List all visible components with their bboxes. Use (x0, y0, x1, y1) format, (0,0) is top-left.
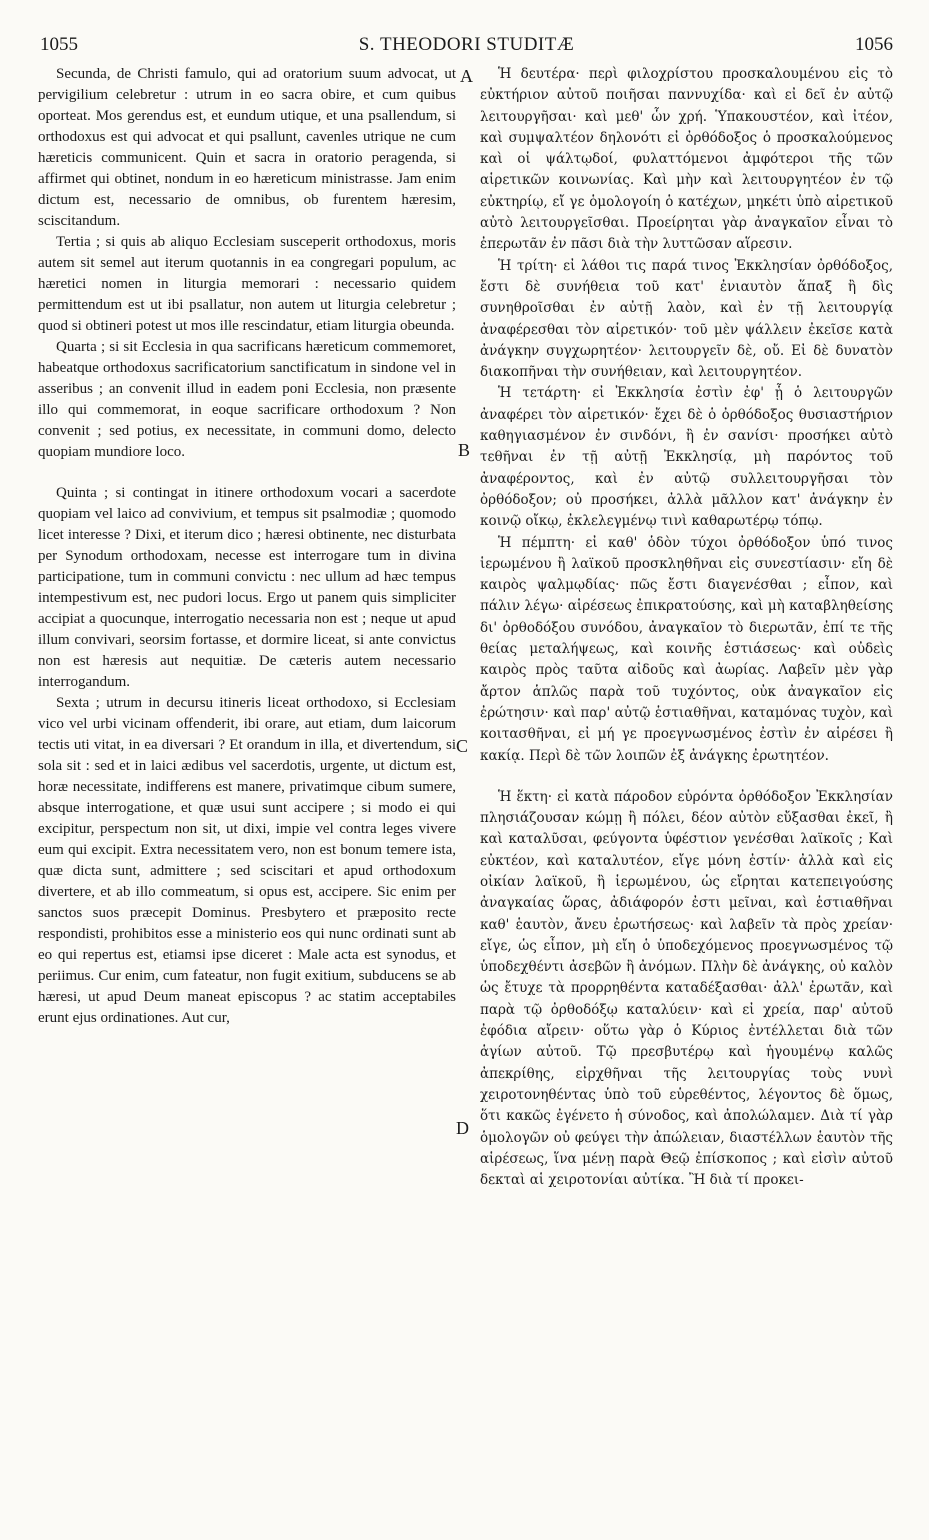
latin-column (38, 64, 456, 1029)
latin-paragraph-sexta: Sexta ; utrum in decursu itineris liceat orthodoxo, si Ecclesiam vico vel urbi vicinam offenderit, ibi orare, aut etiam, dum laicorum tectis uti vitat, in ea diversari ? Et orandum in illa, et divertendum, si sola sit : sed et in laici ædibus vel sacerdotis, urgente, ut dictum est, horæ necessitate, indifferens est manere, privatimque cibum sumere, absque interrogatione, et quæ usui sunt accipere ; si modo ei qui excipitur, perspectum non sit, ut dixi, impie vel contra leges vivere eum qui excipit. Extra necessitatem vero, non est bonum temere ista, quæ dicta sunt, admittere ; sed sciscitari et apud orthodoxum divertere, et ab illo commeatum, si opus est, accipere. Sic enim per sanctos suos præcepit Dominus. Presbytero et præposito recte respondisti, prohibitos esse a ministerio eos qui nunc ordinati sunt ab eo qui repertus est, etiamsi ipse diceret : Male acta est synodus, et periimus. Cur enim, cum fateatur, non fugit exitium, subducens se ab hæresi, ut apud Deum maneat episcopus ? ac statim acceptabiles erunt ejus ordinationes. Aut cur, (38, 695, 456, 1026)
section-marker-a: A (460, 66, 473, 86)
greek-paragraph-pempte: Ἡ πέμπτη· εἰ καθ' ὁδὸν τύχοι ὀρθόδοξον ὑπό τινος ἱερωμένου ἢ λαϊκοῦ προσκληθῆναι εἰς συνεστίασιν· εἴη δὲ καιρὸς ψαλμῳδίας· πῶς ἔστι διαγενέσθαι ; εἶπον, καὶ πάλιν λέγω· αἱρέσεως ἐπικρατούσης, καὶ μὴ καταβληθείσης δι' ὀρθοδόξου συνόδου, ἀναγκαῖον τὸ διερωτᾶν, ἐπί τε τῆς θείας μεταλήψεως, καὶ κοινῆς ἑστιάσεως· καὶ οὐδεὶς καιρὸς πρὸς ταῦτα αἰδοῦς καὶ ἀωρίας. Λαβεῖν μὲν γὰρ ἄρτον ἁπλῶς παρὰ τοῦ τυχόντος, οὐκ ἀναγκαῖον εἰς ἐρώτησιν· καὶ παρ' αὐτῷ ἑστιαθῆναι, καταμόνας τυχὸν, καὶ κοιτασθῆναι, εἰ μή γε προεγνωσμένος ἐστὶν ἐν αἱρέσει ἢ κακίᾳ. Περὶ δὲ τῶν λοιπῶν ἐξ ἀνάγκης ἐρωτητέον. (480, 534, 893, 764)
latin-paragraph-quarta: Quarta ; si sit Ecclesia in qua sacrificans hæreticum commemoret, habeatque orthodoxus sacrificatorium sanctificatum in sindone vel in asseribus ; an convenit illud in eadem poni Ecclesia, non præsente illo qui commemorat, in eoque sacrificare orthodoxum ? Non convenit ; sed potius, ex necessitate, in communi domo, delecto quopiam mundiore loco. (38, 339, 456, 460)
page-header (40, 34, 893, 56)
section-marker-c: C (456, 736, 469, 756)
greek-paragraph-tetarte: Ἡ τετάρτη· εἰ Ἐκκλησία ἐστὶν ἐφ' ᾗ ὁ λειτουργῶν ἀναφέρει τὸν αἱρετικόν· ἔχει δὲ ὁ ὀρθόδοξος θυσιαστήριον καθηγιασμένον ἐν σινδόνι, ἢ ἐν σανίσι· προσήκει αὐτὸ τεθῆναι ἐν τῇ αὐτῇ Ἐκκλησίᾳ, μὴ παρόντος τοῦ ἀναφέροντος, καὶ ἐν αὐτῷ συλλειτουργῆσαι τὸν ὀρθόδοξον; οὐ προσήκει, ἀλλὰ μᾶλλον κατ' ἀνάγκην ἐν κοινῷ οἴκῳ, ἐκλελεγμένῳ τινὶ καθαρωτέρῳ τόπῳ. (480, 385, 893, 530)
running-title: S. THEODORI STUDITÆ (358, 34, 575, 55)
section-marker-b: B (458, 440, 471, 460)
greek-paragraph-hekte: Ἡ ἕκτη· εἰ κατὰ πάροδον εὑρόντα ὀρθόδοξον Ἐκκλησίαν πλησιάζουσαν κώμῃ ἢ πόλει, δέον αὐτὸν εὔξασθαι ἐκεῖ, ἢ καὶ καταλῦσαι, φεύγοντα ὑφέστιον γενέσθαι λαϊκοῖς ; Καὶ εὐκτέον, καὶ καταλυτέον, εἴγε μόνη ἐστίν· ἀλλὰ καὶ εἰς οἰκίαν λαϊκοῦ, ἢ ἱερωμένου, ὡς εἴρηται κατεπειγούσης ἀναγκαίας ὥρας, ἀδιάφορόν ἐστι μεῖναι, καὶ ἑστιαθῆναι καθ' ἑαυτὸν, ἄνευ ἐρωτήσεως· καὶ λαβεῖν τὰ πρὸς χρείαν· εἴγε, ὡς εἶπον, μὴ εἴη ὁ ὑποδεχόμενος προεγνωσμένος τῷ ὑποδεχθέντι ἀσεβῶν ἢ ἀνόμων. Πλὴν δὲ ἀνάγκης, οὐ καλὸν ὡς ἔτυχε τὰ προρρηθέντα καταδέξασθαι· ἀλλ' ἐρωτᾶν, καὶ παρὰ τῷ ὀρθοδόξῳ καταλύειν· καὶ εἰ χρεία, παρ' αὐτοῦ ἐφόδια αἴρειν· οὕτω γὰρ ὁ Κύριος ἐντέλλεται διὰ τῶν ἁγίων αὐτοῦ. Τῷ πρεσβυτέρῳ καὶ ἡγουμένῳ καλῶς ἀπεκρίθης, εἰρχθῆναι τῆς λειτουργίας τοὺς νυνὶ χειροτονηθέντας ὑπὸ τοῦ εὑρεθέντος, λέγοντος δὲ ὅμως, ὅτι κακῶς ἐγένετο ἡ σύνοδος, καὶ ἀπολώλαμεν. Διὰ τί γὰρ ὁμολογῶν οὐ φεύγει τὴν ἀπώλειαν, διαστέλλων ἑαυτὸν τῆς αἱρέσεως, ἵνα μένῃ παρὰ Θεῷ ἐπίσκοπος ; καὶ εἰσὶν αὐτοῦ δεκταὶ αἱ χειροτονίαι αὐτίκα. Ἢ διὰ τί προκει- (480, 788, 893, 1189)
latin-paragraph-secunda: Secunda, de Christi famulo, qui ad oratorium suum advocat, ut pervigilium celebretur : utrum in eo sacra obire, et cum quibus oporteat. Mos gerendus est, et eundum utique, et una psallendum, si orthodoxus est qui advocat et qui psallunt, cavenles utrique ne cum hæreticis communicent. Quin et sacra in oratorio peragenda, si affirmet qui obtinet, nondum in eo hæreticum ministrasse. Jam enim dictum est, necessario de omnibus, ob furentem hæresim, sciscitandum. (38, 66, 456, 229)
page-number-right: 1056 (855, 34, 893, 55)
latin-paragraph-tertia: Tertia ; si quis ab aliquo Ecclesiam susceperit orthodoxus, moris autem sit semel aut iterum quotannis in ea congregari populum, ac hæretici nomen in liturgia memorari : necessario quidem permittendum est ut ibi psallatur, non autem ut liturgia celebretur ; quod si obtineri potest ut mos ille rescindatur, etiam liturgia obeunda. (38, 234, 456, 334)
page-number-left: 1055 (40, 34, 78, 55)
greek-paragraph-trite: Ἡ τρίτη· εἰ λάθοι τις παρά τινος Ἐκκλησίαν ὀρθόδοξος, ἔστι δὲ συνήθεια τοῦ κατ' ἐνιαυτὸν ἅπαξ ἢ δὶς συνηθροῖσθαι ἐν αὐτῇ λαὸν, καὶ ἐν τῇ λειτουργίᾳ ἀναφέρεσθαι τὸν αἱρετικόν· τοῦ μὲν ψάλλειν ἐκεῖσε κατὰ ἀνάγκην συγχωρητέον· λειτουργεῖν δὲ, οὔ. Εἰ δὲ δυνατὸν διακοπῆναι τὴν συνήθειαν, καὶ λειτουργητέον. (480, 257, 893, 381)
latin-paragraph-quinta: Quinta ; si contingat in itinere orthodoxum vocari a sacerdote quopiam vel laico ad convivium, et tempus sit psalmodiæ ; quomodo licet interesse ? Dixi, et iterum dico ; hæresi obtinente, nec disturbata per Synodum orthodoxam, necesse est interrogare tum in divina participatione, tum in communi convictu : nec ullum ad hæc tempus intempestivum est, nec pudori locus. Ergo ut panem quis simpliciter accipiat a quocunque, interrogatio necessaria non est ; neque ut apud illum convivari, seorsim fortasse, et dormire liceat, si ante convictus non est hæresis aut nequitiæ. De cæteris autem necessario interrogandum. (38, 485, 456, 690)
section-marker-d: D (456, 1118, 469, 1138)
greek-column (480, 64, 893, 1191)
greek-paragraph-deutera: Ἡ δευτέρα· περὶ φιλοχρίστου προσκαλουμένου εἰς τὸ εὐκτήριον αὐτοῦ ποιῆσαι παννυχίδα· καὶ εἰ δεῖ ἐν αὐτῷ λειτουργῆσαι· καὶ μεθ' ὧν χρή. Ὑπακουστέον, καὶ ἰτέον, καὶ συμψαλτέον δηλονότι εἰ ὀρθόδοξος ὁ προσκαλούμενος καὶ οἱ ψάλτῳδοί, φυλαττόμενοι ἀμφότεροι τῆς τῶν αἱρετικῶν κοινωνίας. Καὶ μὴν καὶ λειτουργητέον ἐν τῷ εὐκτηρίῳ, εἴ γε ὁμολογοίη ὁ κατέχων, μηκέτι ὑπὸ αἱρετικοῦ αὐτὸ λειτουργεῖσθαι. Προείρηται γὰρ ἀναγκαῖον εἶναι τὸ ἐπερωτᾶν ἐν πᾶσι διὰ τὴν λυττῶσαν αἵρεσιν. (480, 66, 893, 253)
